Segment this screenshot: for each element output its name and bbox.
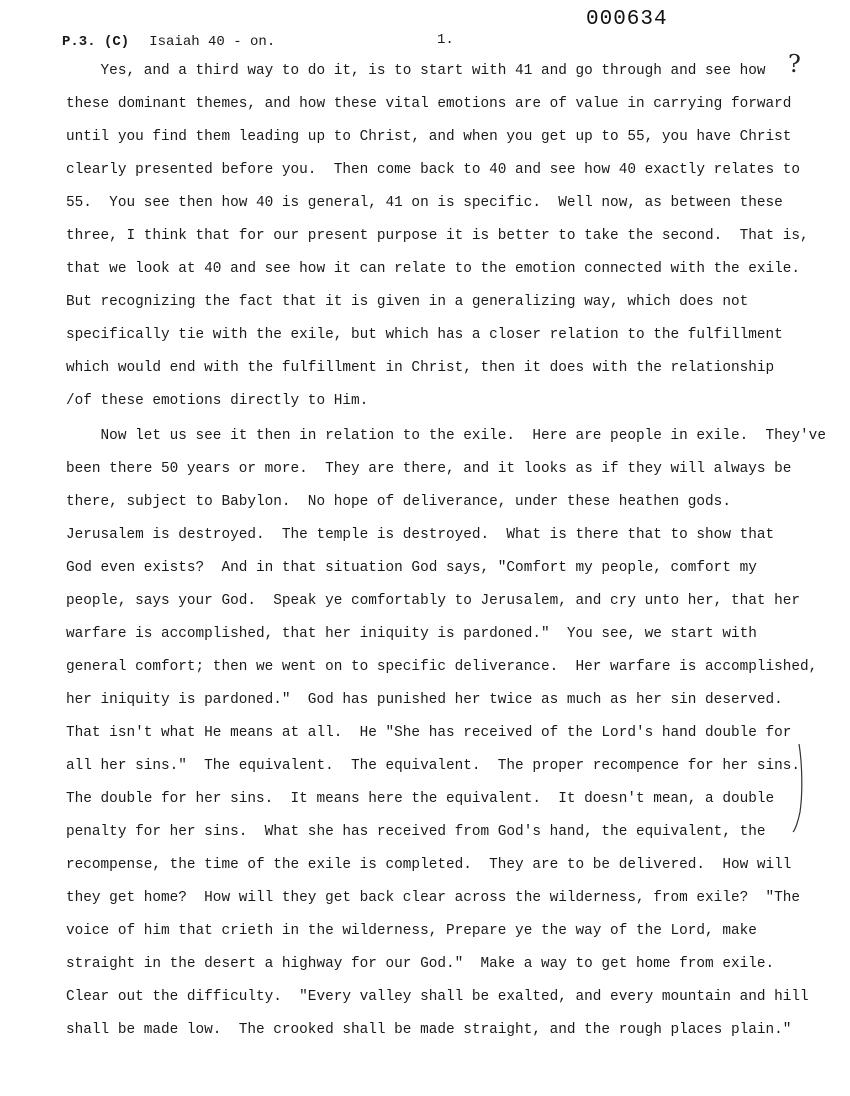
text-line: three, I think that for our present purpose it is better to take the second. That is, (66, 228, 809, 244)
text-line: until you find them leading up to Christ, and when you get up to 55, you have Christ (66, 129, 792, 145)
text-line: specifically tie with the exile, but which has a closer relation to the fulfillment (66, 327, 783, 343)
text-line: 55. You see then how 40 is general, 41 on is specific. Well now, as between these (66, 195, 783, 211)
page-header (62, 34, 275, 50)
text-line: /of these emotions directly to Him. (66, 393, 369, 409)
text-line: people, says your God. Speak ye comfortably to Jerusalem, and cry unto her, that her (66, 593, 801, 609)
text-line: The double for her sins. It means here the equivalent. It doesn't mean, a double (66, 791, 775, 807)
text-line: straight in the desert a highway for our God." Make a way to get home from exile. (66, 956, 775, 972)
text-line: warfare is accomplished, that her iniquity is pardoned." You see, we start with (66, 626, 757, 642)
text-line: her iniquity is pardoned." God has punished her twice as much as her sin deserved. (66, 692, 783, 708)
page-number: 1. (437, 32, 454, 48)
text-line: But recognizing the fact that it is given in a generalizing way, which does not (66, 294, 749, 310)
text-line: shall be made low. The crooked shall be made straight, and the rough places plain." (66, 1022, 792, 1038)
text-line: general comfort; then we went on to specific deliverance. Her warfare is accomplished, (66, 659, 818, 675)
text-line: That isn't what He means at all. He "She has received of the Lord's hand double for (66, 725, 792, 741)
text-line: Now let us see it then in relation to the exile. Here are people in exile. They've (66, 428, 826, 444)
margin-bracket-mark (790, 742, 804, 834)
header-title: Isaiah 40 - on. (149, 34, 276, 50)
text-line: recompense, the time of the exile is completed. They are to be delivered. How will (66, 857, 792, 873)
text-line: God even exists? And in that situation God says, "Comfort my people, comfort my (66, 560, 757, 576)
text-line: Clear out the difficulty. "Every valley shall be exalted, and every mountain and hill (66, 989, 809, 1005)
text-line: Yes, and a third way to do it, is to start with 41 and go through and see how (66, 63, 766, 79)
document-number: 000634 (586, 8, 668, 31)
text-line: that we look at 40 and see how it can relate to the emotion connected with the exile. (66, 261, 801, 277)
handwritten-margin-mark: ? (788, 50, 801, 78)
text-line: they get home? How will they get back clear across the wilderness, from exile? "The (66, 890, 801, 906)
text-line: which would end with the fulfillment in Christ, then it does with the relationship (66, 360, 775, 376)
text-line: been there 50 years or more. They are there, and it looks as if they will always be (66, 461, 792, 477)
text-line: clearly presented before you. Then come back to 40 and see how 40 exactly relates to (66, 162, 801, 178)
text-line: there, subject to Babylon. No hope of deliverance, under these heathen gods. (66, 494, 731, 510)
text-line: penalty for her sins. What she has received from God's hand, the equivalent, the (66, 824, 766, 840)
text-line: voice of him that crieth in the wilderness, Prepare ye the way of the Lord, make (66, 923, 757, 939)
text-line: Jerusalem is destroyed. The temple is destroyed. What is there that to show that (66, 527, 775, 543)
text-line: all her sins." The equivalent. The equivalent. The proper recompence for her sins. (66, 758, 801, 774)
header-reference: P.3. (C) (62, 34, 130, 50)
text-line: these dominant themes, and how these vital emotions are of value in carrying forward (66, 96, 792, 112)
